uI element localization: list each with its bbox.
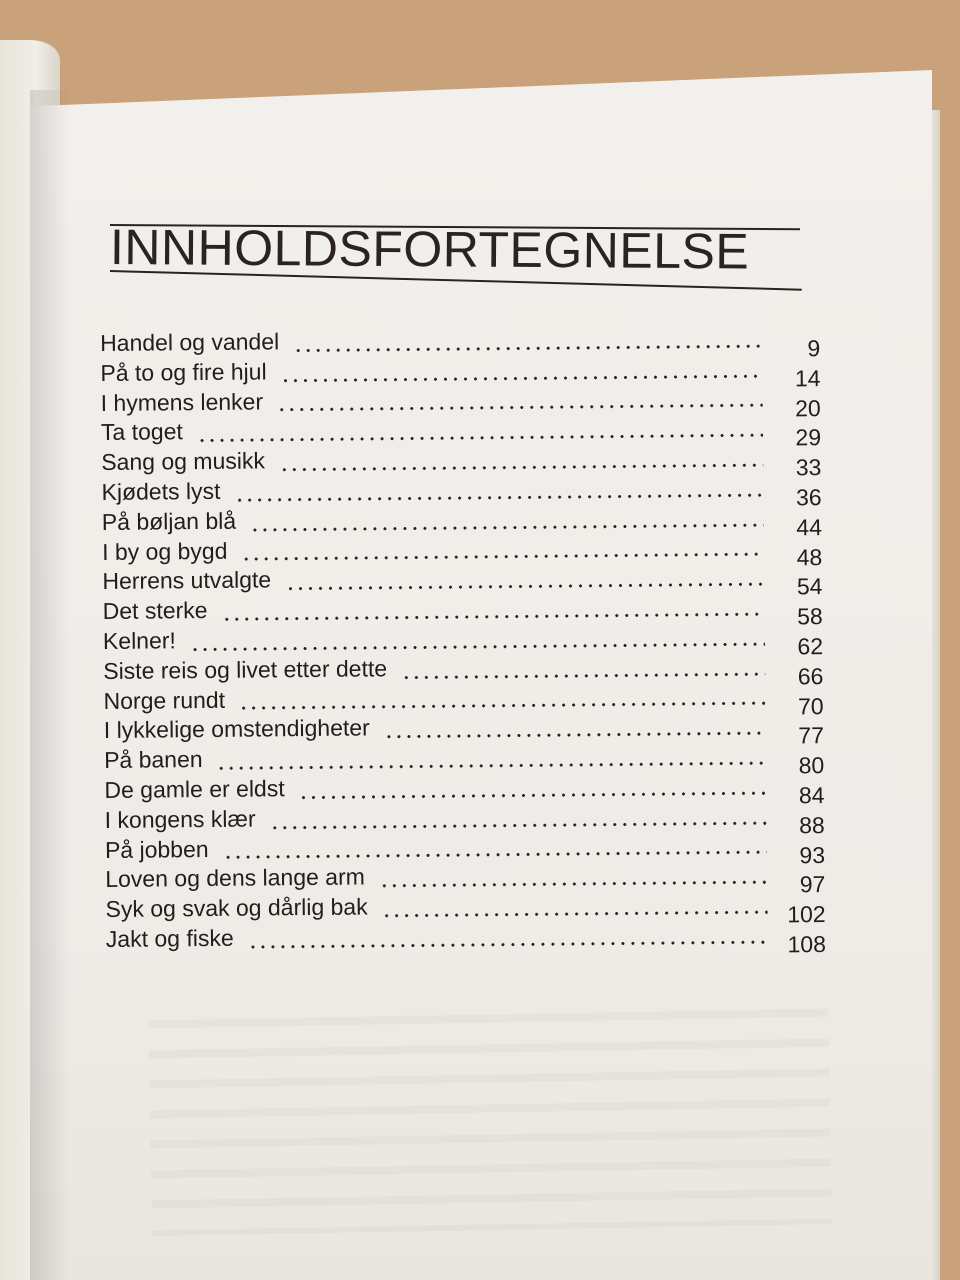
dot-leader (242, 553, 765, 561)
toc-entry-title: Kjødets lyst (101, 477, 221, 505)
toc-entry-page-number: 36 (795, 484, 822, 511)
toc-entry-title: I kongens klær (104, 805, 256, 833)
gutter-shadow (30, 90, 70, 1280)
toc-entry-page-number: 97 (799, 871, 826, 898)
toc-entry-page-number: 58 (797, 603, 823, 630)
toc-entry-page-number: 93 (799, 841, 826, 868)
toc-entry-title: I hymens lenker (100, 388, 264, 416)
toc-entry-page-number: 29 (795, 424, 822, 451)
toc-entry-page-number: 62 (797, 633, 824, 660)
toc-entry-title: På bøljan blå (101, 507, 237, 535)
dot-leader (279, 464, 763, 472)
toc-entry-page-number: 84 (798, 782, 825, 809)
toc-entry-page-number: 108 (787, 930, 827, 958)
toc-entry-title: Herrens utvalgte (102, 566, 272, 595)
dot-leader (248, 940, 768, 948)
toc-entry-page-number: 80 (798, 752, 825, 779)
toc-entry-title: Loven og dens lange arm (105, 863, 365, 893)
toc-entry-page-number: 54 (796, 573, 823, 600)
dot-leader (197, 434, 763, 442)
dot-leader (234, 493, 763, 501)
toc-entry-title: De gamle er eldst (104, 775, 285, 803)
dot-leader (382, 911, 768, 918)
dot-leader (293, 344, 762, 352)
dot-leader (222, 613, 765, 621)
toc-entry-title: Syk og svak og dårlig bak (105, 893, 368, 923)
toc-entry-title: Ta toget (100, 418, 183, 446)
dot-leader (384, 732, 766, 739)
toc-entry-page-number: 70 (797, 692, 824, 719)
toc-entry-page-number: 33 (795, 454, 822, 481)
toc-entry-title: På to og fire hjul (100, 358, 267, 386)
toc-entry-title: I lykkelige omstendigheter (103, 714, 370, 744)
toc-entry-page-number: 9 (807, 335, 821, 362)
page-title: INNHOLDSFORTEGNELSE (109, 219, 750, 280)
dot-leader (277, 404, 763, 412)
dot-leader (285, 583, 764, 591)
dot-leader (239, 702, 766, 710)
toc-entry-title: Norge rundt (103, 686, 226, 714)
dot-leader (250, 523, 764, 531)
dot-leader (217, 762, 767, 770)
toc-entry-page-number: 44 (796, 513, 823, 541)
toc-entry-page-number: 66 (797, 662, 824, 690)
dot-leader (281, 374, 763, 382)
toc-entry-title: Siste reis og livet etter dette (103, 655, 388, 684)
toc-entry-title: I by og bygd (102, 537, 228, 565)
toc-entry-page-number: 14 (794, 364, 821, 392)
dot-leader (270, 821, 767, 829)
toc-entry-title: Kelner! (102, 627, 176, 654)
toc-entry-title: På jobben (104, 835, 209, 863)
toc-entry-title: Jakt og fiske (105, 924, 234, 952)
toc-entry-title: Handel og vandel (100, 328, 280, 356)
dot-leader (190, 642, 765, 651)
toc-entry-page-number: 20 (795, 394, 821, 421)
dot-leader (401, 672, 765, 678)
toc-entry-title: Sang og musikk (101, 447, 266, 476)
toc-entry-title: Det sterke (102, 597, 208, 625)
table-of-contents (100, 323, 826, 956)
show-through-text (148, 994, 832, 1236)
toc-entry-title: På banen (104, 746, 203, 774)
dot-leader (223, 851, 767, 859)
dot-leader (299, 791, 767, 798)
dot-leader (379, 881, 767, 888)
toc-entry-page-number: 48 (796, 543, 823, 570)
toc-entry-page-number: 102 (787, 901, 826, 928)
toc-entry-page-number: 88 (799, 811, 825, 839)
toc-entry-page-number: 77 (798, 722, 825, 749)
